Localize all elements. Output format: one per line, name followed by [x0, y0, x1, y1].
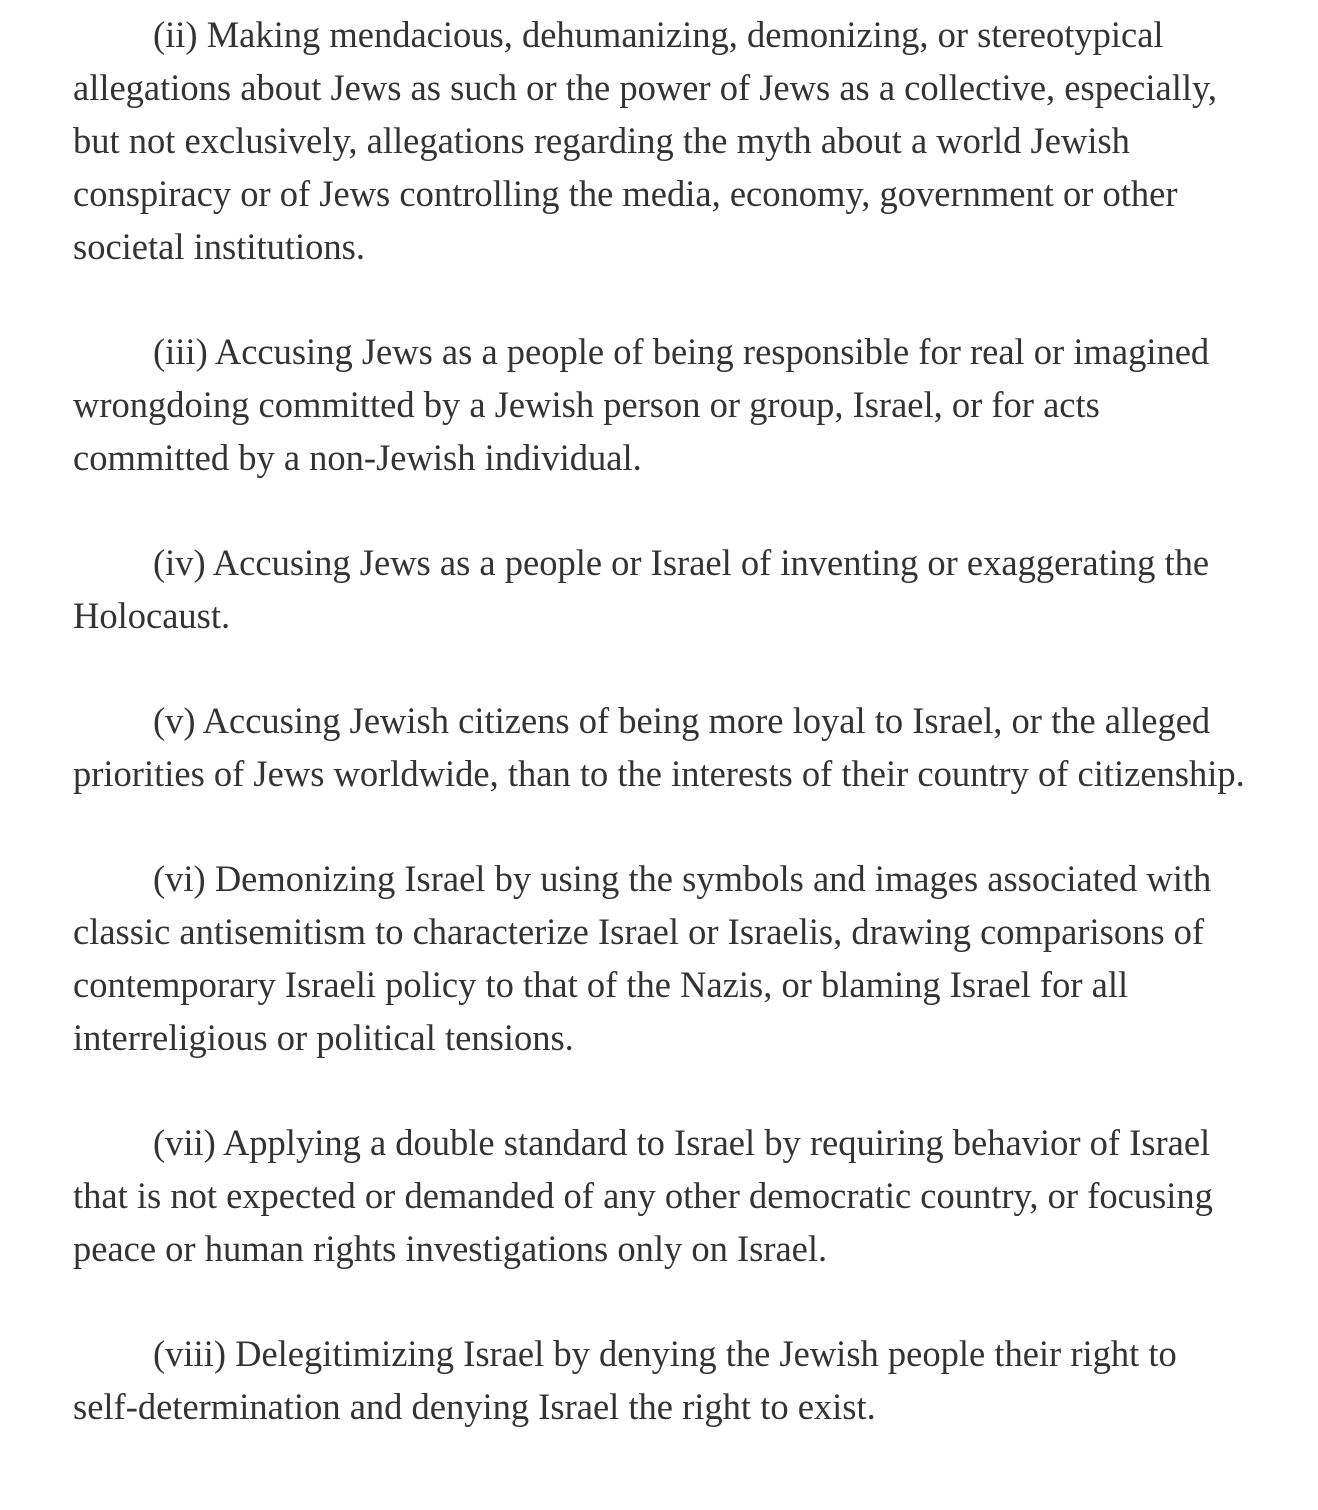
paragraph-iii: (iii) Accusing Jews as a people of being responsible for real or imagined wrongdoing committed by a Jewish person or group, Israel, or for acts committed by a non-Jewish individual. — [73, 331, 1210, 478]
paragraph-iv: (iv) Accusing Jews as a people or Israel of inventing or exaggerating the Holocaust. — [73, 542, 1210, 636]
paragraph-viii: (viii) Delegitimizing Israel by denying the Jewish people their right to self-determination and denying Israel the right to exist. — [73, 1333, 1177, 1427]
paragraph-ii: (ii) Making mendacious, dehumanizing, demonizing, or stereotypical allegations about Jews as such or the power of Jews as a collective, especially, but not exclusively, allegations regarding the myth about a world Jewish conspiracy or of Jews controlling the media, economy, government or other societal institutions. — [73, 14, 1217, 267]
paragraph-vii: (vii) Applying a double standard to Israel by requiring behavior of Israel that is not expected or demanded of any other democratic country, or focusing peace or human rights investigations only on Israel. — [73, 1122, 1213, 1269]
document-body — [73, 8, 1248, 1433]
paragraph-v: (v) Accusing Jewish citizens of being more loyal to Israel, or the alleged priorities of Jews worldwide, than to the interests of their country of citizenship. — [73, 700, 1245, 794]
paragraph-vi: (vi) Demonizing Israel by using the symbols and images associated with classic antisemitism to characterize Israel or Israelis, drawing comparisons of contemporary Israeli policy to that of the Nazis, or blaming Israel for all interreligious or political tensions. — [73, 858, 1212, 1058]
